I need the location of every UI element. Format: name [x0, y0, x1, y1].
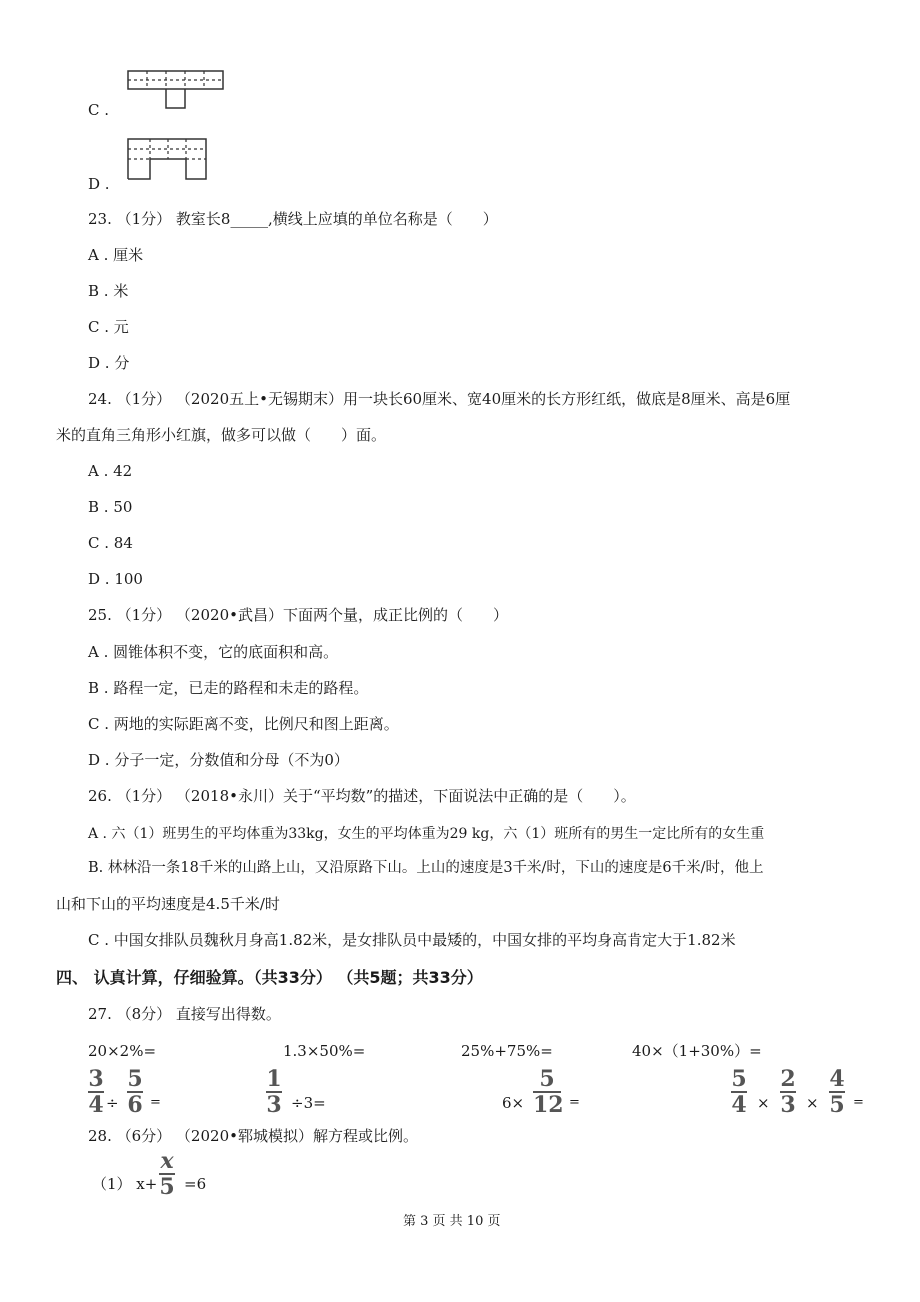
q25-stem: 25. （1分） （2020•武昌）下面两个量，成正比例的（ ）	[88, 606, 508, 624]
q27-item-4: 40×（1+30%）=	[632, 1042, 762, 1060]
q24-option-d: D . 100	[88, 570, 143, 588]
denominator: 5	[829, 1092, 845, 1118]
denominator: 6	[127, 1092, 143, 1118]
q24-stem-line2: 米的直角三角形小红旗，做多可以做（ ）面。	[56, 426, 387, 444]
q26-option-b-line1: B. 林林沿一条18千米的山路上山，又沿原路下山。上山的速度是3千米/时，下山的速度是6千米/时，他上	[88, 860, 764, 876]
q27-e3-fraction	[533, 1066, 564, 1118]
q24-stem-line1: 24. （1分） （2020五上•无锡期末）用一块长60厘米、宽40厘米的长方形红纸，做底是8厘米、高是6厘	[88, 390, 791, 408]
q28-part1-prefix: （1） x+	[92, 1175, 158, 1193]
section-4-heading: 四、 认真计算，仔细验算。（共33分） （共5题；共33分）	[56, 968, 483, 987]
denominator: 4	[88, 1092, 104, 1118]
numerator: 1	[266, 1066, 282, 1092]
q27-e4-fraction-3	[829, 1068, 845, 1116]
option-d-net-diagram	[126, 137, 210, 181]
q25-option-b: B . 路程一定，已走的路程和未走的路程。	[88, 679, 369, 697]
q23-option-c: C . 元	[88, 318, 129, 336]
denominator: 4	[731, 1092, 747, 1118]
q26-option-b-line2: 山和下山的平均速度是4.5千米/时	[56, 895, 280, 913]
q27-e4-fraction-1	[731, 1068, 747, 1116]
q27-e3-equals: =	[569, 1095, 580, 1110]
numerator: 5	[539, 1066, 555, 1092]
numerator: 2	[780, 1066, 796, 1092]
q26-option-c: C . 中国女排队员魏秋月身高1.82米，是女排队员中最矮的，中国女排的平均身高肯定大于1.82米	[88, 931, 736, 949]
q27-e1-equals: =	[150, 1095, 161, 1110]
option-d-label: D .	[88, 175, 110, 193]
q23-option-a: A . 厘米	[88, 246, 144, 264]
q26-option-a: A . 六（1）班男生的平均体重为33kg，女生的平均体重为29 kg，六（1）班所有的男生一定比所有的女生重	[88, 826, 765, 842]
q23-option-b: B . 米	[88, 282, 129, 300]
q27-stem: 27. （8分） 直接写出得数。	[88, 1005, 281, 1023]
page-footer: 第 3 页 共 10 页	[403, 1214, 501, 1229]
q27-item-3: 25%+75%=	[461, 1042, 553, 1060]
q27-e4-times-1: ×	[757, 1094, 770, 1112]
q27-e2-fraction	[266, 1068, 282, 1116]
numerator: 3	[88, 1066, 104, 1092]
q28-part1-fraction	[159, 1150, 175, 1198]
q27-e2-rest: ÷3=	[291, 1094, 326, 1112]
q27-e4-equals: =	[853, 1095, 864, 1110]
q27-e4-times-2: ×	[806, 1094, 819, 1112]
q28-stem: 28. （6分） （2020•郓城模拟）解方程或比例。	[88, 1127, 418, 1145]
numerator: 4	[829, 1066, 845, 1092]
option-c-label: C .	[88, 101, 110, 119]
option-c-net-diagram	[126, 69, 226, 111]
q25-option-c: C . 两地的实际距离不变，比例尺和图上距离。	[88, 715, 399, 733]
q25-option-a: A . 圆锥体积不变，它的底面积和高。	[88, 643, 339, 661]
denominator: 3	[266, 1092, 282, 1118]
numerator: x	[160, 1148, 174, 1174]
q23-stem: 23. （1分） 教室长8_____,横线上应填的单位名称是（ ）	[88, 210, 498, 228]
q27-e1-fraction-1	[88, 1068, 104, 1116]
q23-option-d: D . 分	[88, 354, 130, 372]
q24-option-c: C . 84	[88, 534, 133, 552]
q27-e1-divide: ÷	[106, 1094, 119, 1112]
numerator: 5	[731, 1066, 747, 1092]
numerator: 5	[127, 1066, 143, 1092]
q27-e4-fraction-2	[780, 1068, 796, 1116]
q26-stem: 26. （1分） （2018•永川）关于“平均数”的描述，下面说法中正确的是（ ）。	[88, 787, 636, 805]
q28-part1-suffix: =6	[184, 1175, 207, 1193]
denominator: 3	[780, 1092, 796, 1118]
q24-option-b: B . 50	[88, 498, 133, 516]
q27-item-1: 20×2%=	[88, 1042, 157, 1060]
q25-option-d: D . 分子一定，分数值和分母（不为0）	[88, 751, 349, 769]
q24-option-a: A . 42	[88, 462, 133, 480]
denominator: 5	[159, 1174, 175, 1200]
q27-item-2: 1.3×50%=	[283, 1042, 366, 1060]
denominator: 12	[533, 1092, 564, 1118]
q27-e1-fraction-2	[127, 1068, 143, 1116]
q27-e3-prefix: 6×	[502, 1094, 525, 1112]
